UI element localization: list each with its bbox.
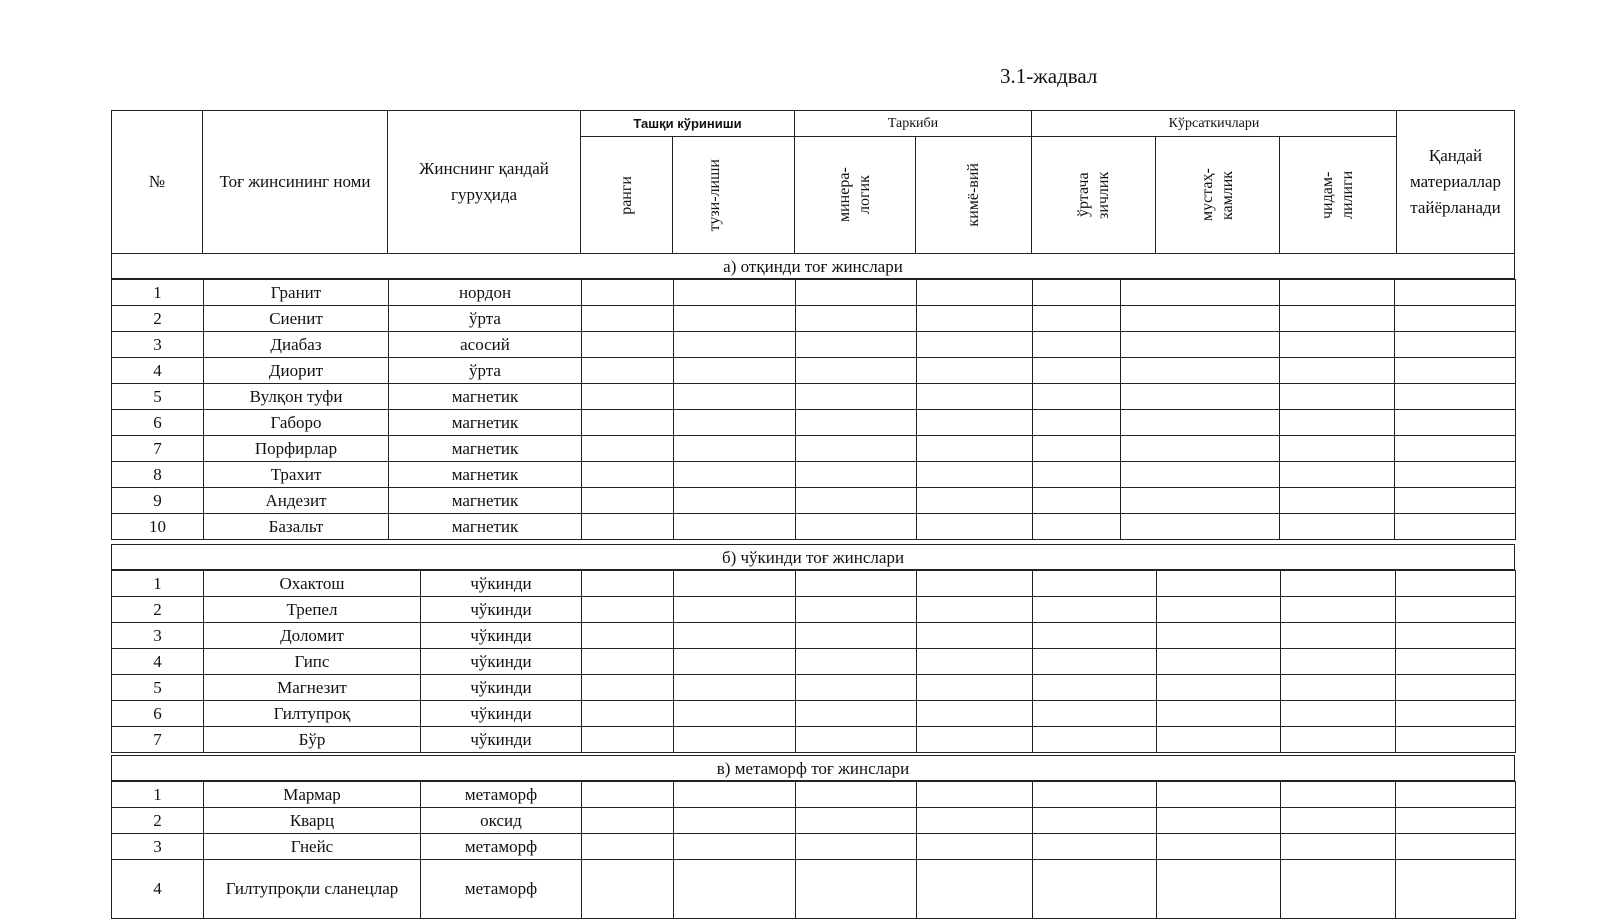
table-caption: 3.1-жадвал bbox=[1000, 64, 1098, 88]
empty-cell bbox=[1396, 834, 1516, 860]
section-title-sedimentary: б) чўкинди тоғ жинслари bbox=[111, 544, 1515, 570]
rock-group: метаморф bbox=[421, 782, 582, 808]
empty-cell bbox=[917, 571, 1033, 597]
rock-group: магнетик bbox=[389, 384, 582, 410]
empty-cell bbox=[796, 280, 917, 306]
table-row bbox=[112, 727, 1516, 753]
table-row bbox=[112, 462, 1516, 488]
empty-cell bbox=[582, 782, 674, 808]
empty-cell bbox=[582, 410, 674, 436]
row-number: 1 bbox=[112, 280, 204, 306]
empty-cell bbox=[674, 834, 796, 860]
empty-cell bbox=[1280, 332, 1395, 358]
table-row bbox=[112, 410, 1516, 436]
header-sub-durability bbox=[1279, 136, 1397, 254]
rock-group: магнетик bbox=[389, 462, 582, 488]
rock-name: Гилтупроқ bbox=[204, 701, 421, 727]
rock-name: Магнезит bbox=[204, 675, 421, 701]
empty-cell bbox=[1395, 514, 1516, 540]
header-materials: Қандай материаллар тайёрланади bbox=[1396, 110, 1515, 254]
section-title-metamorphic: в) метаморф тоғ жинслари bbox=[111, 755, 1515, 781]
empty-cell bbox=[674, 623, 796, 649]
header-sub-color bbox=[580, 136, 673, 254]
rock-name: Доломит bbox=[204, 623, 421, 649]
empty-cell bbox=[1033, 808, 1157, 834]
header-sub-strength bbox=[1155, 136, 1280, 254]
empty-cell bbox=[1395, 462, 1516, 488]
empty-cell bbox=[1280, 280, 1395, 306]
empty-cell bbox=[674, 727, 796, 753]
empty-cell bbox=[796, 306, 917, 332]
empty-cell bbox=[796, 332, 917, 358]
empty-cell bbox=[1033, 384, 1121, 410]
empty-cell bbox=[1281, 782, 1396, 808]
table-row bbox=[112, 358, 1516, 384]
empty-cell bbox=[582, 597, 674, 623]
table-row bbox=[112, 597, 1516, 623]
header-composition-group: Таркиби bbox=[794, 110, 1032, 137]
rock-name: Диабаз bbox=[204, 332, 389, 358]
table-row bbox=[112, 808, 1516, 834]
table-row bbox=[112, 280, 1516, 306]
empty-cell bbox=[1395, 332, 1516, 358]
empty-cell bbox=[796, 358, 917, 384]
rock-group: магнетик bbox=[389, 488, 582, 514]
table-row bbox=[112, 488, 1516, 514]
empty-cell bbox=[582, 436, 674, 462]
empty-cell bbox=[917, 384, 1033, 410]
empty-cell bbox=[1157, 675, 1281, 701]
empty-cell bbox=[1281, 649, 1396, 675]
header-sub-chemical-label: кимё-вий bbox=[964, 163, 982, 227]
row-number: 3 bbox=[112, 834, 204, 860]
row-number: 1 bbox=[112, 782, 204, 808]
empty-cell bbox=[1033, 623, 1157, 649]
empty-cell bbox=[1121, 384, 1280, 410]
rock-group: чўкинди bbox=[421, 701, 582, 727]
empty-cell bbox=[582, 571, 674, 597]
rock-group: нордон bbox=[389, 280, 582, 306]
rock-name: Габоро bbox=[204, 410, 389, 436]
empty-cell bbox=[1395, 410, 1516, 436]
header-sub-density bbox=[1031, 136, 1156, 254]
row-number: 3 bbox=[112, 623, 204, 649]
empty-cell bbox=[1157, 808, 1281, 834]
rock-name: Охактош bbox=[204, 571, 421, 597]
empty-cell bbox=[796, 597, 917, 623]
empty-cell bbox=[917, 727, 1033, 753]
empty-cell bbox=[917, 488, 1033, 514]
header-sub-structure-label: тузи-лиши bbox=[705, 158, 723, 232]
empty-cell bbox=[1396, 597, 1516, 623]
empty-cell bbox=[1157, 623, 1281, 649]
row-number: 4 bbox=[112, 860, 204, 919]
row-number: 2 bbox=[112, 306, 204, 332]
empty-cell bbox=[1281, 834, 1396, 860]
empty-cell bbox=[1157, 597, 1281, 623]
empty-cell bbox=[917, 623, 1033, 649]
empty-cell bbox=[1033, 860, 1157, 919]
empty-cell bbox=[796, 675, 917, 701]
row-number: 5 bbox=[112, 675, 204, 701]
empty-cell bbox=[582, 488, 674, 514]
empty-cell bbox=[796, 649, 917, 675]
table-row bbox=[112, 701, 1516, 727]
rock-group: чўкинди bbox=[421, 571, 582, 597]
empty-cell bbox=[1121, 488, 1280, 514]
empty-cell bbox=[1033, 332, 1121, 358]
empty-cell bbox=[1280, 436, 1395, 462]
empty-cell bbox=[1033, 514, 1121, 540]
empty-cell bbox=[1033, 280, 1121, 306]
rock-name: Бўр bbox=[204, 727, 421, 753]
empty-cell bbox=[1281, 597, 1396, 623]
empty-cell bbox=[674, 280, 796, 306]
empty-cell bbox=[1033, 834, 1157, 860]
empty-cell bbox=[1396, 808, 1516, 834]
rock-group: чўкинди bbox=[421, 649, 582, 675]
table-row bbox=[112, 514, 1516, 540]
empty-cell bbox=[796, 808, 917, 834]
empty-cell bbox=[1157, 571, 1281, 597]
empty-cell bbox=[1281, 860, 1396, 919]
row-number: 2 bbox=[112, 597, 204, 623]
section-title-igneous: а) отқинди тоғ жинслари bbox=[111, 253, 1515, 279]
empty-cell bbox=[674, 571, 796, 597]
empty-cell bbox=[1281, 675, 1396, 701]
empty-cell bbox=[1396, 571, 1516, 597]
empty-cell bbox=[917, 514, 1033, 540]
rock-group: магнетик bbox=[389, 514, 582, 540]
empty-cell bbox=[582, 701, 674, 727]
rock-group: ўрта bbox=[389, 306, 582, 332]
header-sub-color-label: ранги bbox=[617, 175, 635, 215]
empty-cell bbox=[1033, 410, 1121, 436]
table-igneous bbox=[111, 279, 1516, 540]
rock-name: Трепел bbox=[204, 597, 421, 623]
empty-cell bbox=[1281, 623, 1396, 649]
rock-group: чўкинди bbox=[421, 675, 582, 701]
empty-cell bbox=[1157, 834, 1281, 860]
row-number: 8 bbox=[112, 462, 204, 488]
empty-cell bbox=[796, 701, 917, 727]
empty-cell bbox=[582, 358, 674, 384]
empty-cell bbox=[917, 860, 1033, 919]
empty-cell bbox=[1396, 860, 1516, 919]
empty-cell bbox=[917, 649, 1033, 675]
empty-cell bbox=[1121, 514, 1280, 540]
empty-cell bbox=[796, 384, 917, 410]
table-row bbox=[112, 834, 1516, 860]
empty-cell bbox=[582, 306, 674, 332]
rock-group: метаморф bbox=[421, 834, 582, 860]
empty-cell bbox=[1281, 571, 1396, 597]
empty-cell bbox=[1280, 514, 1395, 540]
empty-cell bbox=[917, 808, 1033, 834]
empty-cell bbox=[796, 834, 917, 860]
empty-cell bbox=[1281, 808, 1396, 834]
empty-cell bbox=[1033, 701, 1157, 727]
table-row bbox=[112, 782, 1516, 808]
empty-cell bbox=[674, 649, 796, 675]
header-sub-structure bbox=[672, 136, 795, 254]
empty-cell bbox=[917, 280, 1033, 306]
row-number: 7 bbox=[112, 727, 204, 753]
rock-name: Гранит bbox=[204, 280, 389, 306]
empty-cell bbox=[796, 860, 917, 919]
table-row bbox=[112, 649, 1516, 675]
empty-cell bbox=[917, 597, 1033, 623]
empty-cell bbox=[917, 306, 1033, 332]
empty-cell bbox=[582, 649, 674, 675]
table-row bbox=[112, 332, 1516, 358]
empty-cell bbox=[582, 834, 674, 860]
empty-cell bbox=[582, 623, 674, 649]
rock-group: ўрта bbox=[389, 358, 582, 384]
empty-cell bbox=[1280, 488, 1395, 514]
rock-name: Андезит bbox=[204, 488, 389, 514]
row-number: 5 bbox=[112, 384, 204, 410]
empty-cell bbox=[1157, 701, 1281, 727]
empty-cell bbox=[1033, 488, 1121, 514]
empty-cell bbox=[1395, 488, 1516, 514]
rock-group: магнетик bbox=[389, 436, 582, 462]
empty-cell bbox=[917, 834, 1033, 860]
empty-cell bbox=[582, 514, 674, 540]
empty-cell bbox=[1280, 410, 1395, 436]
header-rock-group: Жинснинг қандай гуруҳида bbox=[387, 110, 581, 254]
empty-cell bbox=[1121, 280, 1280, 306]
empty-cell bbox=[582, 675, 674, 701]
row-number: 4 bbox=[112, 358, 204, 384]
rock-name: Порфирлар bbox=[204, 436, 389, 462]
empty-cell bbox=[1033, 727, 1157, 753]
empty-cell bbox=[917, 462, 1033, 488]
table-header bbox=[111, 110, 1515, 254]
empty-cell bbox=[1281, 701, 1396, 727]
empty-cell bbox=[796, 514, 917, 540]
empty-cell bbox=[1280, 462, 1395, 488]
empty-cell bbox=[917, 675, 1033, 701]
empty-cell bbox=[674, 701, 796, 727]
empty-cell bbox=[674, 808, 796, 834]
rock-group: чўкинди bbox=[421, 623, 582, 649]
empty-cell bbox=[1121, 462, 1280, 488]
empty-cell bbox=[1395, 436, 1516, 462]
empty-cell bbox=[674, 514, 796, 540]
row-number: 6 bbox=[112, 701, 204, 727]
empty-cell bbox=[674, 410, 796, 436]
empty-cell bbox=[1033, 782, 1157, 808]
empty-cell bbox=[674, 860, 796, 919]
empty-cell bbox=[674, 597, 796, 623]
header-sub-durability-label: чидам-лилиги bbox=[1319, 170, 1356, 220]
empty-cell bbox=[917, 358, 1033, 384]
empty-cell bbox=[1033, 571, 1157, 597]
header-appearance-group: Ташқи кўриниши bbox=[580, 110, 795, 137]
empty-cell bbox=[1121, 332, 1280, 358]
empty-cell bbox=[1121, 306, 1280, 332]
header-number: № bbox=[111, 110, 203, 254]
row-number: 9 bbox=[112, 488, 204, 514]
rock-group: асосий bbox=[389, 332, 582, 358]
empty-cell bbox=[1033, 675, 1157, 701]
empty-cell bbox=[796, 488, 917, 514]
empty-cell bbox=[796, 623, 917, 649]
header-sub-density-label: ўртача зичлик bbox=[1074, 171, 1112, 219]
table-sedimentary bbox=[111, 570, 1516, 753]
rock-name: Гнейс bbox=[204, 834, 421, 860]
empty-cell bbox=[582, 808, 674, 834]
row-number: 10 bbox=[112, 514, 204, 540]
row-number: 4 bbox=[112, 649, 204, 675]
table-row bbox=[112, 306, 1516, 332]
table-row bbox=[112, 571, 1516, 597]
header-indicators-group: Кўрсаткичлари bbox=[1031, 110, 1397, 137]
empty-cell bbox=[1033, 462, 1121, 488]
empty-cell bbox=[674, 462, 796, 488]
empty-cell bbox=[1281, 727, 1396, 753]
empty-cell bbox=[674, 358, 796, 384]
empty-cell bbox=[1396, 701, 1516, 727]
rock-name: Кварц bbox=[204, 808, 421, 834]
empty-cell bbox=[1033, 306, 1121, 332]
empty-cell bbox=[582, 332, 674, 358]
rock-name: Сиенит bbox=[204, 306, 389, 332]
empty-cell bbox=[1280, 306, 1395, 332]
empty-cell bbox=[1395, 384, 1516, 410]
empty-cell bbox=[796, 727, 917, 753]
table-row bbox=[112, 436, 1516, 462]
rock-group: магнетик bbox=[389, 410, 582, 436]
empty-cell bbox=[796, 410, 917, 436]
empty-cell bbox=[796, 571, 917, 597]
rock-group: оксид bbox=[421, 808, 582, 834]
empty-cell bbox=[1280, 358, 1395, 384]
empty-cell bbox=[1121, 410, 1280, 436]
empty-cell bbox=[1396, 782, 1516, 808]
empty-cell bbox=[582, 384, 674, 410]
empty-cell bbox=[582, 462, 674, 488]
empty-cell bbox=[1033, 649, 1157, 675]
empty-cell bbox=[582, 727, 674, 753]
empty-cell bbox=[674, 436, 796, 462]
header-sub-mineral bbox=[794, 136, 916, 254]
empty-cell bbox=[1157, 727, 1281, 753]
rock-group: метаморф bbox=[421, 860, 582, 919]
empty-cell bbox=[1157, 782, 1281, 808]
row-number: 6 bbox=[112, 410, 204, 436]
empty-cell bbox=[582, 280, 674, 306]
header-sub-mineral-label: минера-логик bbox=[836, 167, 873, 223]
rock-name: Базальт bbox=[204, 514, 389, 540]
row-number: 7 bbox=[112, 436, 204, 462]
empty-cell bbox=[1396, 649, 1516, 675]
empty-cell bbox=[1280, 384, 1395, 410]
empty-cell bbox=[917, 701, 1033, 727]
empty-cell bbox=[1033, 358, 1121, 384]
table-row bbox=[112, 384, 1516, 410]
empty-cell bbox=[1396, 675, 1516, 701]
empty-cell bbox=[1396, 727, 1516, 753]
row-number: 2 bbox=[112, 808, 204, 834]
row-number: 1 bbox=[112, 571, 204, 597]
empty-cell bbox=[674, 488, 796, 514]
header-rock-name: Тоғ жинсининг номи bbox=[202, 110, 388, 254]
empty-cell bbox=[796, 462, 917, 488]
empty-cell bbox=[796, 436, 917, 462]
empty-cell bbox=[674, 384, 796, 410]
empty-cell bbox=[674, 332, 796, 358]
empty-cell bbox=[917, 332, 1033, 358]
empty-cell bbox=[674, 675, 796, 701]
rock-group: чўкинди bbox=[421, 597, 582, 623]
empty-cell bbox=[1121, 358, 1280, 384]
empty-cell bbox=[582, 860, 674, 919]
empty-cell bbox=[796, 782, 917, 808]
rock-name: Диорит bbox=[204, 358, 389, 384]
empty-cell bbox=[1395, 306, 1516, 332]
rock-name: Вулқон туфи bbox=[204, 384, 389, 410]
table-row bbox=[112, 623, 1516, 649]
empty-cell bbox=[1121, 436, 1280, 462]
rock-name: Гилтупроқли сланецлар bbox=[204, 860, 421, 919]
empty-cell bbox=[1157, 860, 1281, 919]
row-number: 3 bbox=[112, 332, 204, 358]
empty-cell bbox=[1157, 649, 1281, 675]
empty-cell bbox=[1033, 597, 1157, 623]
empty-cell bbox=[1395, 358, 1516, 384]
empty-cell bbox=[674, 306, 796, 332]
rock-group: чўкинди bbox=[421, 727, 582, 753]
empty-cell bbox=[917, 410, 1033, 436]
table-row bbox=[112, 675, 1516, 701]
header-sub-strength-label: мустаҳ-камлик bbox=[1198, 168, 1236, 222]
rock-name: Гипс bbox=[204, 649, 421, 675]
table-row bbox=[112, 860, 1516, 919]
empty-cell bbox=[1033, 436, 1121, 462]
empty-cell bbox=[674, 782, 796, 808]
rock-name: Мармар bbox=[204, 782, 421, 808]
header-sub-chemical bbox=[915, 136, 1032, 254]
empty-cell bbox=[917, 436, 1033, 462]
empty-cell bbox=[1396, 623, 1516, 649]
rock-name: Трахит bbox=[204, 462, 389, 488]
empty-cell bbox=[1395, 280, 1516, 306]
empty-cell bbox=[917, 782, 1033, 808]
table-metamorphic bbox=[111, 781, 1516, 919]
